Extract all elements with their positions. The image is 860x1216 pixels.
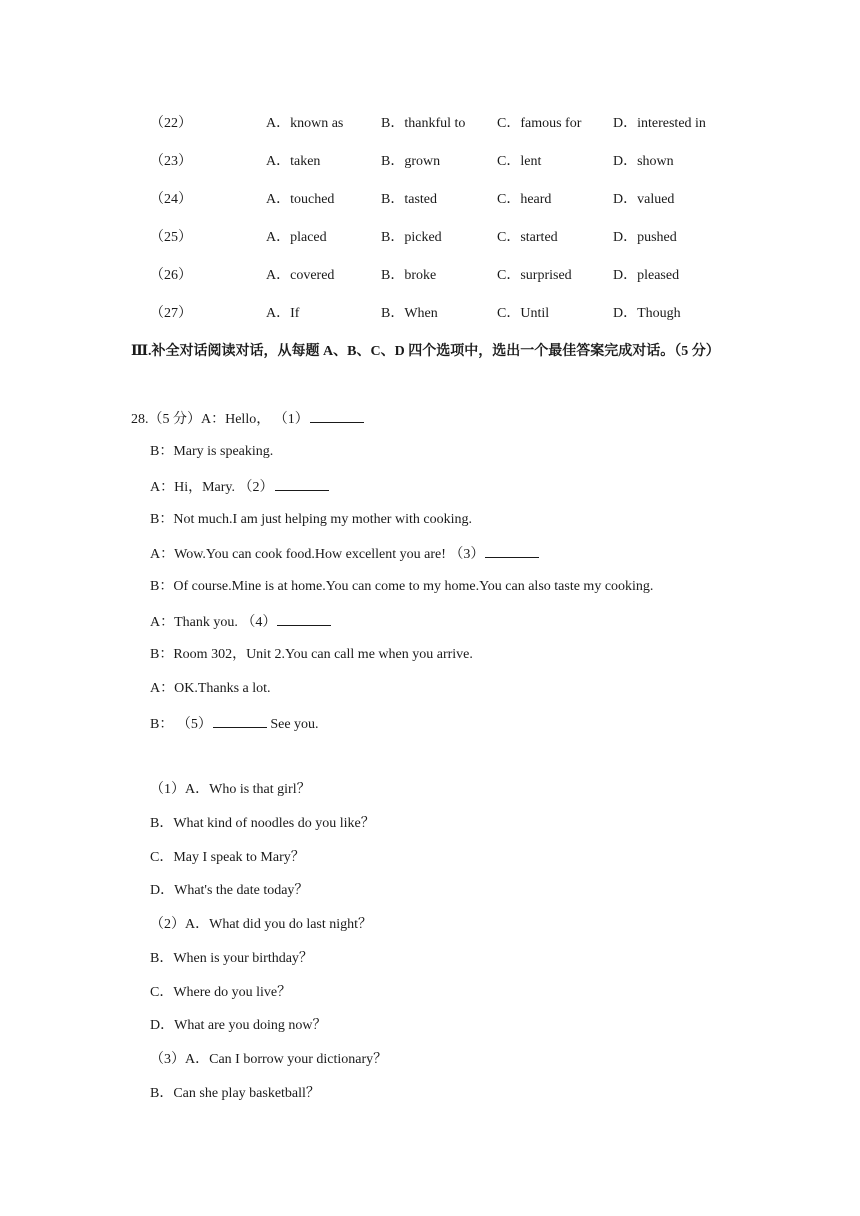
- dialogue-line: [150, 476, 329, 498]
- choice-line: （2）A．What did you do last night？: [150, 917, 373, 932]
- option-c: C．famous for: [497, 116, 582, 131]
- dialogue-line: [150, 543, 539, 565]
- dialogue-text: B：Mary is speaking.: [150, 444, 274, 459]
- option-a: A．covered: [266, 268, 335, 283]
- option-c: C．Until: [497, 306, 550, 321]
- option-b: B．picked: [381, 230, 442, 245]
- option-a: A．If: [266, 306, 300, 321]
- answer-blank[interactable]: [213, 713, 267, 728]
- option-c: C．heard: [497, 192, 552, 207]
- option-row-26: [0, 266, 860, 286]
- dialogue-line: [150, 713, 319, 735]
- choice-line: （1）A．Who is that girl？: [150, 782, 311, 797]
- option-c: C．lent: [497, 154, 542, 169]
- dialogue-line: [150, 645, 473, 665]
- option-b: B．broke: [381, 268, 437, 283]
- question-number: （27）: [150, 306, 192, 321]
- choice-line: C．Where do you live？: [150, 985, 292, 1000]
- dialogue-text: See you.: [266, 717, 319, 732]
- choice-line: D．What's the date today？: [150, 883, 309, 898]
- dialogue-line: [150, 442, 273, 462]
- option-b: B．thankful to: [381, 116, 466, 131]
- question-number: （24）: [150, 192, 192, 207]
- question-number: （26）: [150, 268, 192, 283]
- answer-blank[interactable]: [310, 408, 364, 423]
- question-number: （23）: [150, 154, 192, 169]
- dialogue-text: B：Not much.I am just helping my mother with cooking.: [150, 512, 472, 527]
- option-a: A．known as: [266, 116, 344, 131]
- dialogue-line: [150, 577, 653, 597]
- option-d: D．Though: [613, 306, 681, 321]
- option-c: C．started: [497, 230, 558, 245]
- option-b: B．tasted: [381, 192, 437, 207]
- dialogue-text: A：Thank you. （4）: [150, 615, 277, 630]
- option-a: A．touched: [266, 192, 335, 207]
- option-d: D．valued: [613, 192, 675, 207]
- choice-line: （3）A．Can I borrow your dictionary？: [150, 1052, 388, 1067]
- answer-blank[interactable]: [485, 543, 539, 558]
- option-a: A．taken: [266, 154, 321, 169]
- option-row-27: [0, 304, 860, 324]
- dialogue-text: A：OK.Thanks a lot.: [150, 681, 271, 696]
- option-b: B．When: [381, 306, 438, 321]
- dialogue-text: 28.（5 分）A：Hello， （1）: [131, 412, 309, 427]
- choice-line: D．What are you doing now？: [150, 1018, 327, 1033]
- option-d: D．shown: [613, 154, 674, 169]
- dialogue-text: B：Room 302，Unit 2.You can call me when you arrive.: [150, 647, 473, 662]
- option-row-23: [0, 152, 860, 172]
- option-d: D．interested in: [613, 116, 706, 131]
- dialogue-text: B：Of course.Mine is at home.You can come to my home.You can also taste my cooking.: [150, 579, 654, 594]
- dialogue-line: [150, 679, 271, 699]
- question-number: （25）: [150, 230, 192, 245]
- dialogue-text: B： （5）: [150, 717, 212, 732]
- dialogue-text: A：Wow.You can cook food.How excellent you are! （3）: [150, 547, 485, 562]
- choice-line: B．When is your birthday？: [150, 951, 313, 966]
- dialogue-text: A：Hi，Mary. （2）: [150, 480, 274, 495]
- option-row-25: [0, 228, 860, 248]
- dialogue-line-q28: [131, 408, 364, 430]
- option-c: C．surprised: [497, 268, 572, 283]
- choice-line: B．Can she play basketball？: [150, 1086, 320, 1101]
- option-d: D．pushed: [613, 230, 677, 245]
- option-row-22: [0, 114, 860, 134]
- choice-line: B．What kind of noodles do you like？: [150, 816, 375, 831]
- option-b: B．grown: [381, 154, 441, 169]
- answer-blank[interactable]: [277, 611, 331, 626]
- choice-line: C．May I speak to Mary？: [150, 850, 305, 865]
- option-a: A．placed: [266, 230, 327, 245]
- question-number: （22）: [150, 116, 192, 131]
- answer-blank[interactable]: [275, 476, 329, 491]
- section-heading: Ⅲ.补全对话阅读对话，从每题 A、B、C、D 四个选项中，选出一个最佳答案完成对话。（5 分）: [131, 344, 720, 359]
- dialogue-line: [150, 611, 331, 633]
- dialogue-line: [150, 510, 472, 530]
- option-row-24: [0, 190, 860, 210]
- option-d: D．pleased: [613, 268, 680, 283]
